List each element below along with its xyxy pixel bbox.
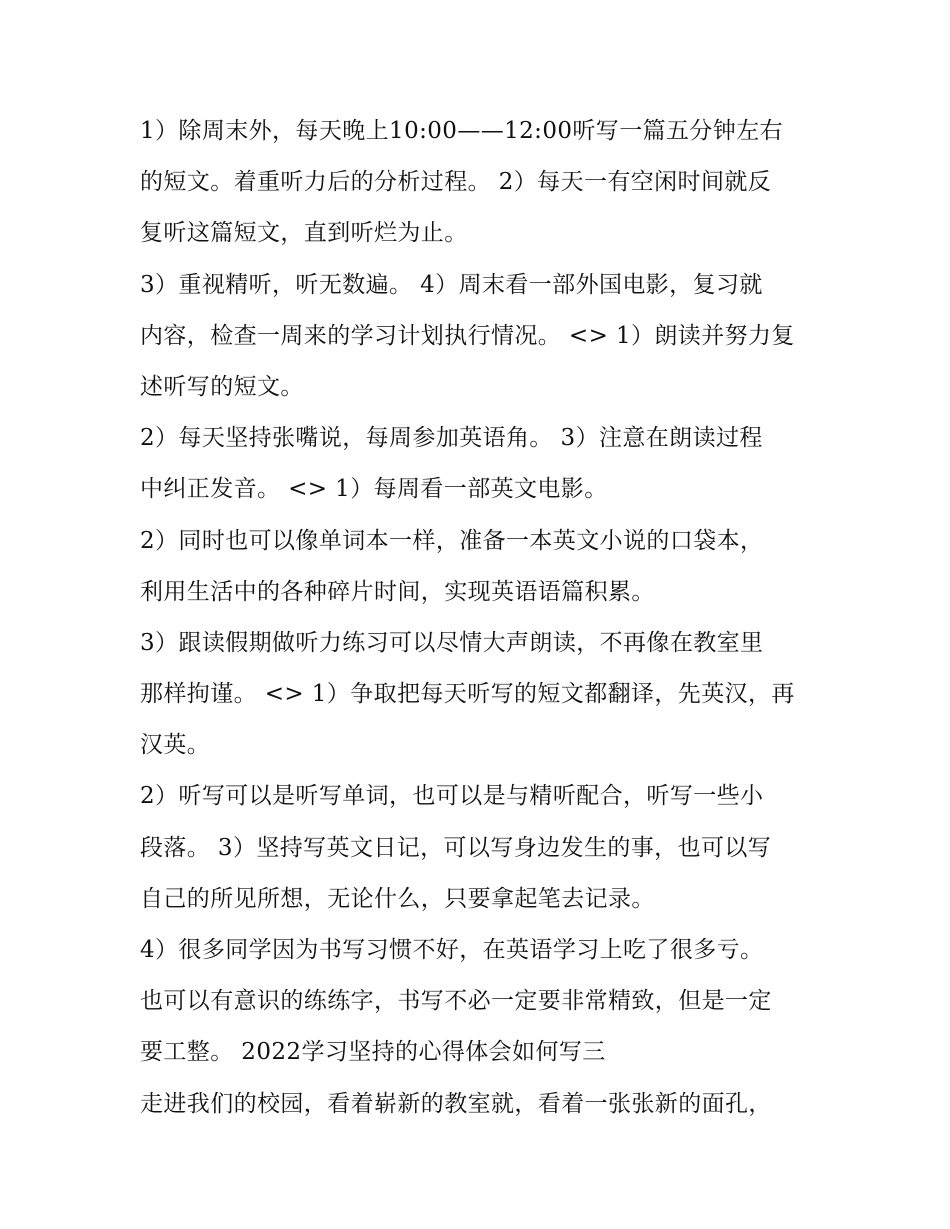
- text-line: 自己的所见所想，无论什么，只要拿起笔去记录。: [140, 885, 655, 912]
- text-line: 利用生活中的各种碎片时间，实现英语语篇积累。: [140, 578, 655, 605]
- text-line: 述听写的短文。: [140, 373, 304, 400]
- document-body: [140, 106, 820, 1130]
- text-line: 要工整。 2022学习坚持的心得体会如何写三: [140, 1039, 606, 1066]
- text-line: 汉英。: [140, 732, 211, 759]
- text-line: 3）重视精听，听无数遍。 4）周末看一部外国电影，复习就: [140, 271, 763, 298]
- text-line: 1）除周末外，每天晚上10:00——12:00听写一篇五分钟左右: [140, 118, 783, 144]
- text-line: 中纠正发音。 <> 1）每周看一部英文电影。: [140, 476, 608, 503]
- text-line: 2）同时也可以像单词本一样，准备一本英文小说的口袋本，: [140, 527, 764, 554]
- text-line: 复听这篇短文，直到听烂为止。: [140, 220, 468, 247]
- text-line: 走进我们的校园，看着崭新的教室就，看着一张张新的面孔，: [140, 1090, 772, 1117]
- text-line: 内容，检查一周来的学习计划执行情况。 <> 1）朗读并努力复: [140, 322, 795, 349]
- text-line: 2）每天坚持张嘴说，每周参加英语角。 3）注意在朗读过程: [140, 425, 763, 452]
- text-line: 4）很多同学因为书写习惯不好，在英语学习上吃了很多亏。: [140, 937, 764, 963]
- text-line: 2）听写可以是听写单词，也可以是与精听配合，听写一些小: [140, 783, 764, 810]
- text-line: 段落。 3）坚持写英文日记，可以写身边发生的事，也可以写: [140, 834, 772, 861]
- text-line: 3）跟读假期做听力练习可以尽情大声朗读，不再像在教室里: [140, 629, 764, 656]
- text-line: 的短文。着重听力后的分析过程。 2）每天一有空闲时间就反: [140, 169, 772, 196]
- text-line: 也可以有意识的练练字，书写不必一定要非常精致，但是一定: [140, 988, 772, 1015]
- text-line: 那样拘谨。 <> 1）争取把每天听写的短文都翻译，先英汉，再: [140, 681, 795, 708]
